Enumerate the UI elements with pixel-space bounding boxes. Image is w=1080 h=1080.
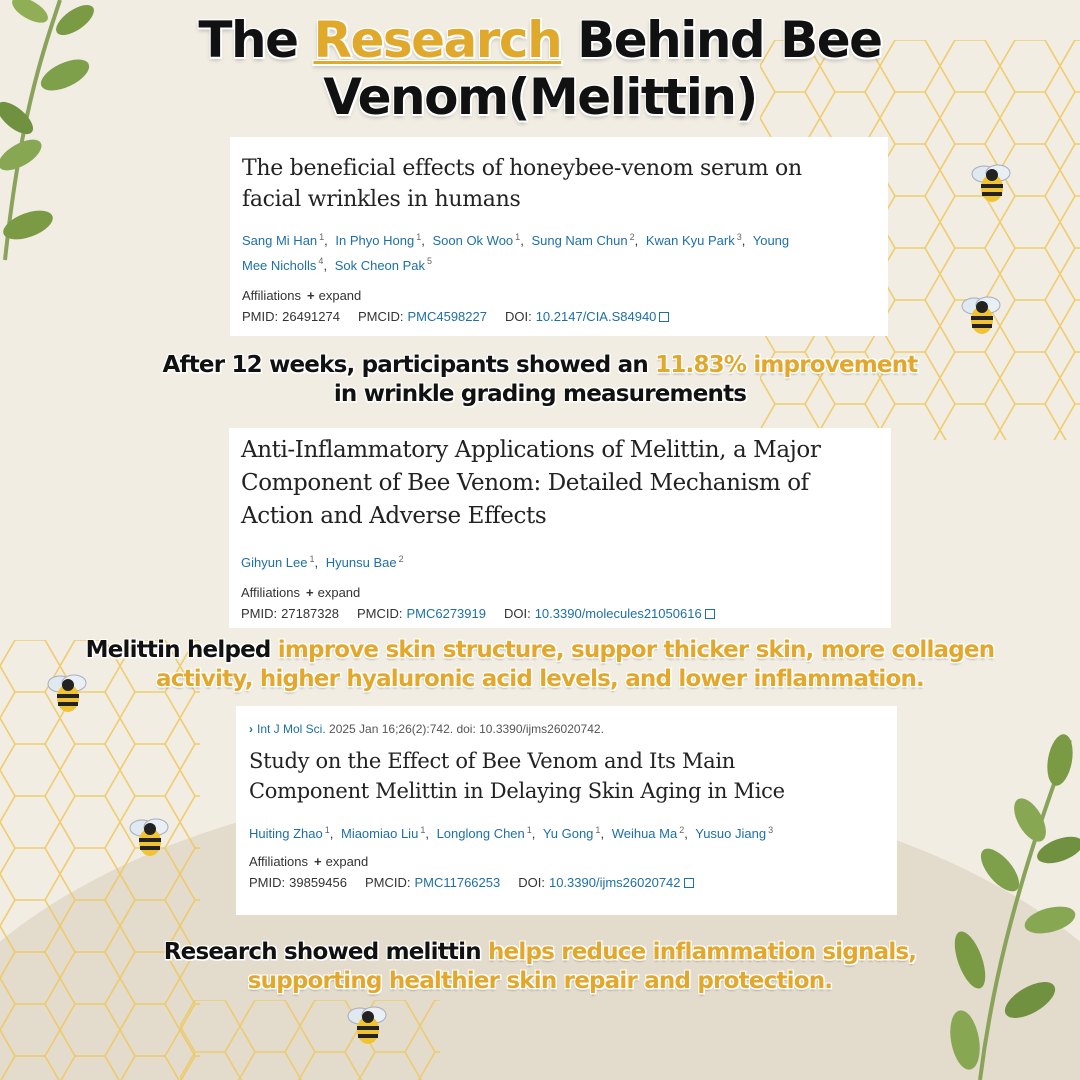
bee-icon — [956, 294, 1008, 338]
expand-button[interactable]: expand — [325, 854, 369, 870]
author-list: Gihyun Lee $^1$, Hyunsu Bae $^2$ — [241, 554, 404, 571]
doi-link[interactable]: 10.2147/CIA.S84940 — [535, 308, 657, 324]
identifier-row: PMID: 26491274 PMCID: PMC4598227 DOI: 10.2147/CIA.S84940 — [242, 309, 876, 324]
caption-2: Melittin helped improve skin structure, suppor thicker skin, more collagen activity, higher hyaluronic acid levels, and lower inflammation. — [85, 637, 995, 692]
author-link[interactable]: Huiting Zhao $^1$ — [249, 825, 330, 842]
paper-card-3 — [236, 706, 897, 915]
headline — [0, 12, 1080, 126]
caption-1: After 12 weeks, participants showed an 11.83% improvement in wrinkle grading measurements — [162, 352, 918, 407]
external-link-icon[interactable] — [705, 609, 715, 619]
identifier-row: PMID: 39859456 PMCID: PMC11766253 DOI: 10.3390/ijms26020742 — [249, 875, 884, 890]
author-link[interactable]: Young Mee Nicholls $^4$ — [242, 233, 790, 273]
headline-line-1: The Research Behind Bee — [198, 11, 882, 69]
identifier-row: PMID: 27187328 PMCID: PMC6273919 DOI: 10.3390/molecules21050616 — [241, 606, 879, 621]
honeycomb-pattern-left — [0, 640, 200, 1080]
paper-title[interactable]: Study on the Effect of Bee Venom and Its Main Component Melittin in Delaying Skin Aging in Mice — [249, 749, 785, 803]
author-link[interactable]: Miaomiao Liu $^1$ — [340, 825, 426, 842]
pmid-value: 39859456 — [289, 875, 347, 891]
expand-plus-icon[interactable]: + — [306, 585, 314, 601]
doi-link[interactable]: 10.3390/molecules21050616 — [534, 606, 702, 622]
caption-3: Research showed melittin helps reduce inflammation signals, supporting healthier skin repair and protection. — [163, 939, 917, 994]
affiliations-row: Affiliations + expand — [241, 585, 361, 601]
bee-icon — [124, 816, 176, 860]
author-link[interactable]: Kwan Kyu Park $^3$ — [645, 232, 742, 249]
journal-citation: › Int J Mol Sci. 2025 Jan 16;26(2):742. doi: 10.3390/ijms26020742. — [249, 722, 604, 736]
paper-card-1 — [230, 137, 888, 336]
journal-link[interactable]: Int J Mol Sci. — [257, 722, 326, 736]
headline-highlight: Research — [313, 11, 562, 69]
bee-icon — [966, 162, 1018, 206]
external-link-icon[interactable] — [659, 312, 669, 322]
paper-title[interactable]: Anti-Inflammatory Applications of Melittin, a Major Component of Bee Venom: Detailed Mechanism of Action and Adverse Effects — [241, 437, 821, 529]
pmid-value: 27187328 — [281, 606, 339, 622]
headline-line-2: Venom(Melittin) — [323, 68, 757, 126]
author-link[interactable]: In Phyo Hong $^1$ — [335, 232, 422, 249]
author-link[interactable]: Sok Cheon Pak $^5$ — [334, 256, 433, 273]
author-link[interactable]: Hyunsu Bae $^2$ — [325, 554, 404, 571]
author-link[interactable]: Longlong Chen $^1$ — [436, 825, 532, 842]
doi-link[interactable]: 10.3390/ijms26020742 — [548, 875, 681, 891]
expand-plus-icon[interactable]: + — [314, 854, 322, 870]
author-link[interactable]: Yusuo Jiang $^3$ — [695, 825, 774, 842]
bee-icon — [342, 1004, 394, 1048]
author-link[interactable]: Gihyun Lee $^1$ — [241, 554, 315, 571]
pmid-value: 26491274 — [282, 308, 340, 324]
expand-plus-icon[interactable]: + — [307, 287, 315, 303]
pmcid-link[interactable]: PMC6273919 — [406, 606, 486, 622]
author-link[interactable]: Sang Mi Han $^1$ — [242, 232, 325, 249]
author-link[interactable]: Sung Nam Chun $^2$ — [531, 232, 635, 249]
chevron-right-icon[interactable]: › — [249, 722, 253, 736]
pmcid-link[interactable]: PMC11766253 — [414, 875, 501, 891]
author-list: Sang Mi Han $^1$, In Phyo Hong $^1$, Soon Ok Woo $^1$, Sung Nam Chun $^2$, Kwan Kyu Park $^3$, Young Mee Nicholls $^4$, Sok Cheon Pak $^5$ — [242, 232, 790, 273]
affiliations-row: Affiliations + expand — [249, 854, 369, 870]
paper-title[interactable]: The beneficial effects of honeybee-venom serum on facial wrinkles in humans — [242, 156, 802, 212]
external-link-icon[interactable] — [684, 878, 694, 888]
expand-button[interactable]: expand — [317, 585, 361, 601]
pmcid-link[interactable]: PMC4598227 — [407, 308, 487, 324]
author-link[interactable]: Weihua Ma $^2$ — [611, 825, 685, 842]
expand-button[interactable]: expand — [318, 287, 362, 303]
author-link[interactable]: Soon Ok Woo $^1$ — [432, 232, 521, 249]
paper-card-2 — [229, 428, 891, 628]
author-link[interactable]: Yu Gong $^1$ — [542, 825, 601, 842]
honeycomb-pattern-bottom — [180, 1000, 440, 1080]
leaf-vine-icon-bottom-right — [910, 720, 1080, 1080]
affiliations-row: Affiliations + expand — [242, 287, 362, 303]
author-list: Huiting Zhao $^1$, Miaomiao Liu $^1$, Longlong Chen $^1$, Yu Gong $^1$, Weihua Ma $^2$, Yusuo Jiang $^3$ — [249, 825, 774, 842]
